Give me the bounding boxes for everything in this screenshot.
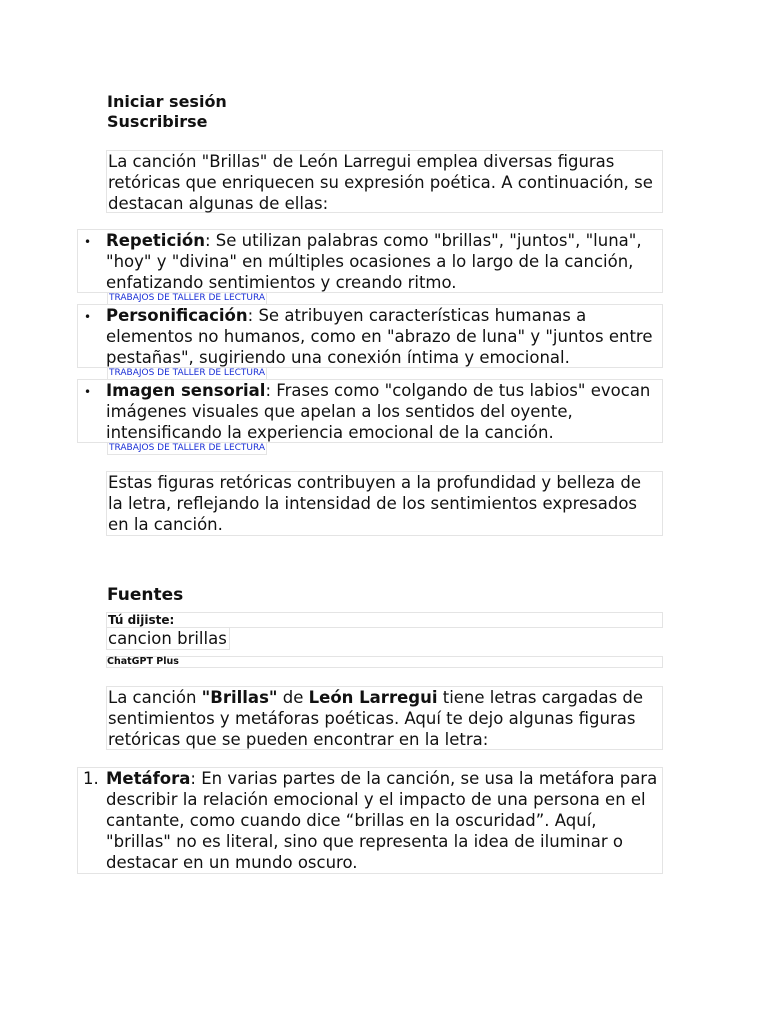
bullet-marker: • (84, 310, 92, 324)
figure-term: Metáfora (106, 769, 191, 788)
song-title: "Brillas" (201, 688, 278, 707)
user-message: cancion brillas (106, 627, 230, 650)
figure-description: : Se atribuyen características humanas a elementos no humanos, como en "abrazo de luna" y "juntos entre pestañas", sugiriendo una conexión íntima y emocional. (106, 306, 653, 367)
list-item (77, 304, 663, 368)
artist-name: León Larregui (308, 688, 438, 707)
list-item (77, 229, 663, 293)
list-item-text (106, 305, 660, 368)
reply-text: de (277, 688, 309, 707)
figure-term: Repetición (106, 231, 205, 250)
figure-term: Imagen sensorial (106, 381, 266, 400)
user-label: Tú dijiste: (106, 612, 663, 628)
figure-description: : Se utilizan palabras como "brillas", "juntos", "luna", "hoy" y "divina" en múltiples ocasiones a lo largo de la canción, enfatizando sentimientos y creando ritmo. (106, 231, 642, 292)
list-item (77, 379, 663, 443)
reply-intro (106, 686, 663, 750)
reply-text: tiene letras cargadas de sentimientos y metáforas poéticas. Aquí te dejo algunas figuras retóricas que se pueden encontrar en la letra: (108, 688, 644, 749)
reply-text: La canción (108, 688, 202, 707)
figure-description: : En varias partes de la canción, se usa la metáfora para describir la relación emocional y el impacto de una persona en el cantante, como cuando dice “brillas en la oscuridad”. Aquí, "brillas" no es literal, sino que representa la idea de iluminar o destacar en un mundo oscuro. (106, 769, 658, 872)
list-item-text (106, 380, 660, 443)
taller-link[interactable]: TRABAJOS DE TALLER DE LECTURA (109, 293, 266, 303)
intro-paragraph: La canción "Brillas" de León Larregui emplea diversas figuras retóricas que enriquecen su expresión poética. A continuación, se destacan algunas de ellas: (106, 150, 663, 213)
list-item (77, 767, 663, 874)
assistant-label: ChatGPT Plus (106, 656, 663, 668)
list-number: 1. (83, 769, 99, 788)
taller-link[interactable]: TRABAJOS DE TALLER DE LECTURA (109, 368, 266, 378)
login-link[interactable]: Iniciar sesión (107, 92, 227, 111)
conclusion-paragraph: Estas figuras retóricas contribuyen a la profundidad y belleza de la letra, reflejando la intensidad de los sentimientos expresados en la canción. (106, 471, 663, 536)
subscribe-link[interactable]: Suscribirse (107, 112, 208, 131)
sources-heading: Fuentes (107, 585, 184, 605)
bullet-marker: • (84, 235, 92, 249)
figure-description: : Frases como "colgando de tus labios" evocan imágenes visuales que apelan a los sentidos del oyente, intensificando la experiencia emocional de la canción. (106, 381, 651, 442)
list-item-text (106, 768, 662, 873)
taller-link[interactable]: TRABAJOS DE TALLER DE LECTURA (109, 443, 266, 453)
list-item-text (106, 230, 660, 293)
bullet-marker: • (84, 385, 92, 399)
figure-term: Personificación (106, 306, 248, 325)
